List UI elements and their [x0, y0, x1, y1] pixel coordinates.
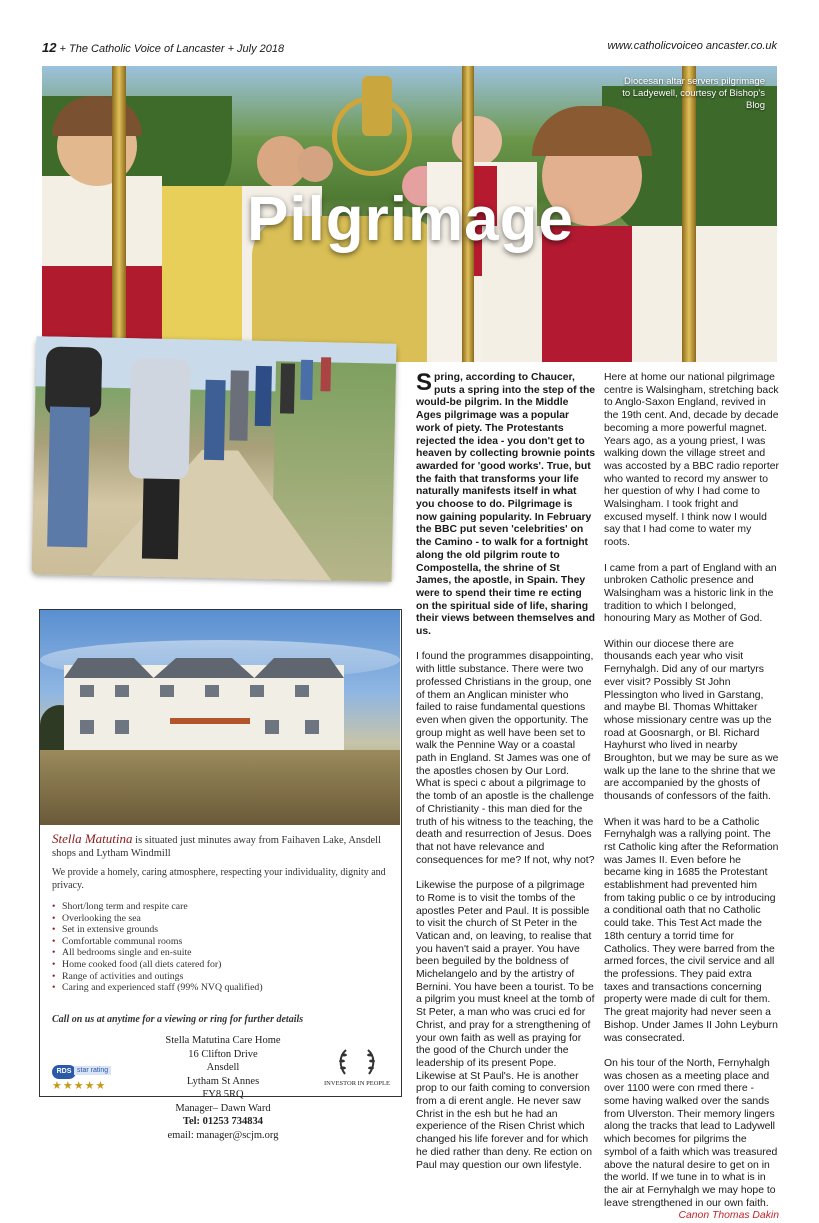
author-signature: Canon Thomas Dakin: [678, 1210, 779, 1222]
article-paragraph: I found the programmes disappointing, with little substance. There were two professed Christians in the group, one of them an Anglican minister who failed to raise fundamental questions even when given the opportunity. The group might as well have been set to walk the Pennine Way or a coastal path in England. St James was one of the apostles chosen by Our Lord. What is speci c about a pilgrimage to the tomb of an apostle is the challenge of Christianity - this man died for the truth of his witness to the teaching, the death and resurrection of Jesus. Does that not have relevance and consequences for me? If not, why not?: [416, 651, 595, 866]
address-email[interactable]: email: manager@scjm.org: [167, 1129, 279, 1141]
article-paragraph: Within our diocese there are thousands each year who visit Fernyhalgh. Did any of our martyrs ever visit? Possibly St John Plessington who lived in Garstang, and maybe Bl. Thomas Whittaker whose missionary centre was up the road at Goosnargh, or Bl. Richard Hayhurst who lived in nearby Broughton, but we may be sure as we walk up the lane to the shrine that we are accompanied by the ghosts of thousands of confessors of the faith.: [604, 638, 779, 803]
care-home-advert: [39, 609, 402, 1141]
address-line: Ansdell: [206, 1062, 240, 1073]
address-phone[interactable]: Tel: 01253 734834: [182, 1116, 264, 1127]
hero-caption: Diocesan altar servers pilgrimage to Ladyewell, courtesy of Bishop's Blog: [622, 76, 765, 111]
star-rating-badge: [52, 1065, 122, 1092]
list-item: • Range of activities and outings: [52, 971, 352, 983]
list-item: • All bedrooms single and en-suite: [52, 947, 352, 959]
ad-description: We provide a homely, caring atmosphere, respecting your individuality, dignity and privacy.: [52, 867, 386, 891]
drop-cap: S: [416, 369, 433, 396]
lead-text: pring, according to Chaucer, puts a spring into the step of the would-be pilgrim. In the Middle Ages pilgrimage was a popular work of piety. The Protestants rejected the idea - you don't get to heaven by collecting brownie points awarded for 'good works'. True, but the faith that transforms your life naturally manifests itself in what you choose to do. Pilgrimage is now gaining popularity. In February the BBC put seven 'celebrities' on the Camino - to walk for a fortnight along the old pilgrim route to Compostella, the shrine of St James, the apostle, in Spain. They were to spend their time re ecting on the spiritual side of life, sharing their views between themselves and us.: [416, 372, 596, 638]
publication-name: + The Catholic Voice of Lancaster + July 2018: [59, 43, 285, 55]
stars-icon: ★★★★★: [52, 1080, 107, 1092]
article-column-2: [604, 372, 779, 1223]
list-item: • Home cooked food (all diets catered for): [52, 959, 352, 971]
article-paragraph: [416, 369, 596, 639]
list-item: • Short/long term and respite care: [52, 901, 352, 913]
article-paragraph: Likewise the purpose of a pilgrimage to Rome is to visit the tombs of the apostles Peter and Paul. It is possible to visit the church of St Peter in the Vatican and, on leaving, to realise that you haven't said a prayer. You have been beguiled by the boldness of Michelangelo and by the artistry of Bernini. You have been a tourist. To be a pilgrim you must kneel at the tomb of St Peter, a man who was cruci ed for Christ, and pray for a strengthening of your own faith as well as praying for the good of the Church under the leadership of its present Pope. Likewise at St Paul's. He is another prop to our faith coming to conversion from a di erent angle. He never saw Christ in the esh but he had an experience of the Risen Christ which changed his life forever and for which he died rather than deny. Re ection on Paul may question our own lifestyle.: [416, 880, 595, 1171]
list-item: • Caring and experienced staff (99% NVQ qualified): [52, 982, 352, 994]
article-column-1: [416, 369, 596, 1185]
address-postcode: FY8 5RQ: [202, 1089, 244, 1100]
ad-address: [148, 1034, 298, 1142]
address-line: Lytham St Annes: [186, 1075, 260, 1087]
list-item: • Comfortable communal rooms: [52, 936, 352, 948]
list-item: • Overlooking the sea: [52, 913, 352, 925]
pilgrims-walking-photo: [32, 336, 397, 581]
rating-label: star rating: [74, 1066, 111, 1075]
ad-intro-text: is situated just minutes away from Faihaven Lake, Ansdell shops and Lytham Windmill: [52, 835, 381, 859]
article-paragraph: I came from a part of England with an unbroken Catholic presence and Walsingham was a historic link in the tradition to which I belonged, honouring Mary as Mother of God.: [604, 562, 777, 625]
ad-callout: Call on us at anytime for a viewing or ring for further details: [52, 1014, 304, 1025]
address-manager: Manager– Dawn Ward: [175, 1102, 271, 1114]
article-paragraph: When it was hard to be a Catholic Fernyhalgh was a rallying point. The rst Catholic king after the Reformation was James II. Even before he became king in 1685 the Protestant establishment had prevented him from taking public o ce by introducing a conditional oath that no Catholic could take. This Test Act made the 18th century a torrid time for Catholics. They were barred from the armed forces, the civil service and all the professions. They paid extra taxes and transactions concerning property were made di cult for them. The great majority had never seen a Bishop. Under James II John Leyburn was consecrated.: [604, 816, 779, 1044]
care-home-photo: [40, 610, 400, 825]
publication-line: [42, 40, 284, 55]
iip-label: INVESTOR IN PEOPLE: [324, 1080, 390, 1087]
hero-photo: [42, 66, 777, 362]
website-link[interactable]: www.catholicvoiceo ancaster.co.uk: [607, 40, 777, 52]
page-header: [42, 40, 777, 58]
investor-in-people-logo: [318, 1046, 396, 1094]
page-number: 12: [42, 40, 57, 55]
ad-feature-list: [52, 901, 352, 994]
care-home-name: Stella Matutina: [52, 831, 133, 846]
rds-logo-icon: RDS: [52, 1065, 76, 1079]
hero-title: Pilgrimage: [247, 185, 574, 254]
list-item: • Set in extensive grounds: [52, 924, 352, 936]
article-paragraph: On his tour of the North, Fernyhalgh was chosen as a meeting place and over 1100 were con rmed there - some having walked over the sands from Ulverston. Their memory lingers along the tracks that lead to Ladywell which becomes for pilgrims the symbol of a faith which was treasured above the natural desire to get on in the world. If we tune in to what is in the air at Fernyhalgh we may hope to leave strengthened in our own faith.: [604, 1057, 778, 1209]
address-line: 16 Clifton Drive: [188, 1048, 258, 1060]
ad-intro: [52, 832, 394, 860]
address-name: Stella Matutina Care Home: [165, 1035, 281, 1046]
laurel-wreath-icon: [337, 1046, 377, 1080]
article-paragraph: Here at home our national pilgrimage centre is Walsingham, stretching back to Anglo-Saxon England, revived in the 19th cent. And, decade by decade becoming a more powerful magnet. Years ago, as a young priest, I was walking down the village street and was accosted by a BBC radio reporter who wanted to record my answer to her question of why I had come to Walsingham. I took fright and excused myself. I think now I would say that I had come to water my roots.: [604, 372, 779, 549]
